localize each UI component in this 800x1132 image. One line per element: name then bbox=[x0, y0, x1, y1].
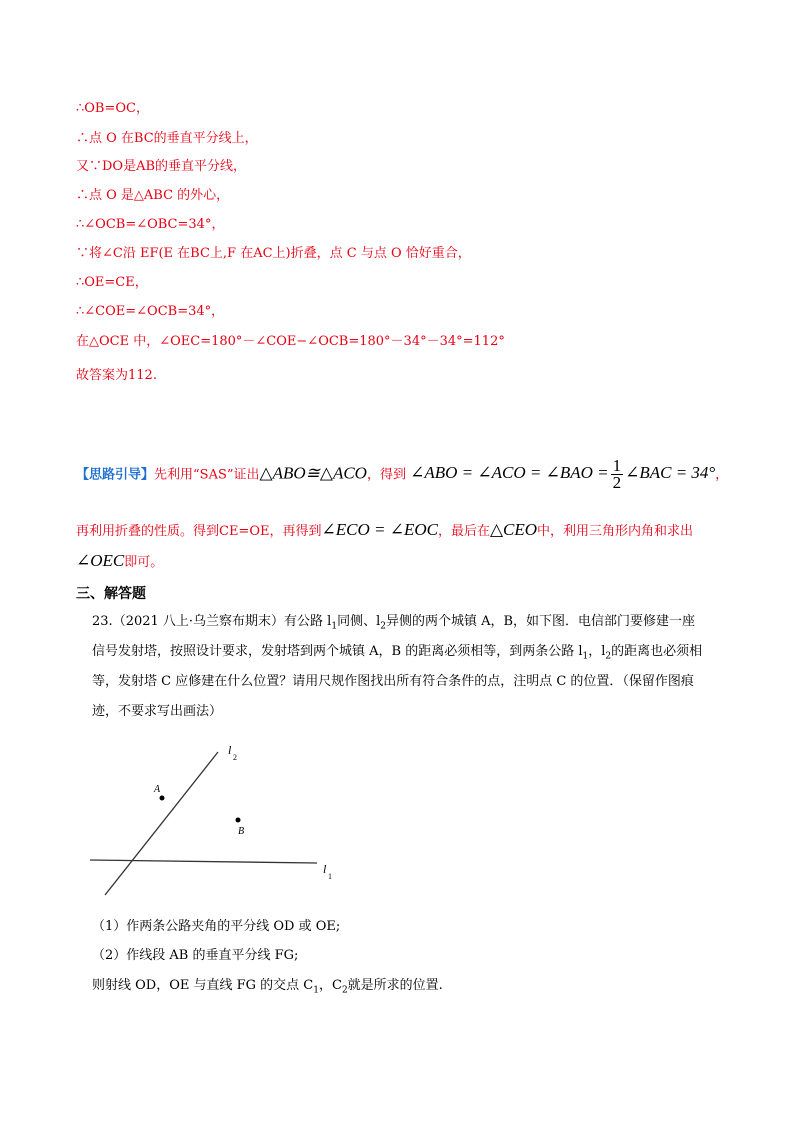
equal-angles-formula: ∠ECO = ∠EOC bbox=[321, 520, 438, 539]
solution-line: ∴点 O 是△ABC 的外心， bbox=[76, 188, 230, 203]
solution-line: ∴∠COE=∠OCB=34°， bbox=[76, 304, 225, 319]
problem-line-2 bbox=[92, 643, 702, 666]
problem-text: 信号发射塔，按照设计要求，发射塔到两个城镇 A，B 的距离必须相等，到两条公路 l bbox=[92, 644, 583, 659]
problem-text: 同侧、l bbox=[337, 614, 381, 629]
hint-tag: 【思路引导】 bbox=[76, 467, 155, 483]
answer-step: （2）作线段 AB 的垂直平分线 FG; bbox=[92, 948, 299, 963]
solution-line: ∴点 O 在BC的垂直平分线上， bbox=[76, 131, 258, 146]
problem-line-4: 迹，不要求写出画法） bbox=[92, 704, 223, 719]
fraction bbox=[611, 458, 624, 491]
problem-text: 的距离也必须相 bbox=[611, 644, 703, 659]
angle-formula bbox=[410, 456, 716, 492]
point-b bbox=[236, 818, 241, 823]
road-l2 bbox=[105, 752, 218, 895]
subscript: 1 bbox=[582, 651, 589, 662]
subscript: 2 bbox=[605, 651, 612, 662]
label-a: A bbox=[154, 784, 161, 795]
hint-text: 再利用折叠的性质。得到CE=OE，再得到 bbox=[76, 524, 322, 539]
target-angle-formula: ∠OEC bbox=[76, 551, 125, 570]
conclusion-text: ，C bbox=[318, 978, 342, 993]
solution-line: 故答案为112. bbox=[76, 368, 157, 383]
problem-source: （2021 八上·乌兰察布期末） bbox=[112, 614, 285, 629]
label-l1: l bbox=[323, 862, 327, 876]
conclusion-text: 则射线 OD，OE 与直线 FG 的交点 C bbox=[92, 978, 314, 993]
hint-comma: ， bbox=[715, 467, 729, 483]
label-l2-sub: 2 bbox=[233, 753, 237, 762]
triangle-formula: △CEO bbox=[489, 520, 538, 539]
problem-number: 23. bbox=[92, 614, 113, 629]
problem-line-3: 等，发射塔 C 应修建在什么位置？请用尺规作图找出所有符合条件的点，注明点 C 的位置．（保留作图痕 bbox=[92, 674, 694, 689]
hint-text: ，最后在 bbox=[437, 524, 490, 539]
section-title: 三、解答题 bbox=[76, 586, 146, 602]
solution-line: ∴OE=CE， bbox=[76, 275, 148, 290]
label-b: B bbox=[238, 826, 245, 837]
solution-line: ∴∠OCB=∠OBC=34°， bbox=[76, 217, 225, 232]
conclusion-line bbox=[92, 977, 443, 1000]
road-l1 bbox=[90, 860, 317, 863]
angle-equation-end: ∠BAC = 34° bbox=[625, 463, 716, 483]
answer-step: （1）作两条公路夹角的平分线 OD 或 OE; bbox=[92, 919, 341, 934]
conclusion-text: 就是所求的位置. bbox=[347, 978, 443, 993]
subscript: 1 bbox=[313, 985, 319, 996]
hint-line-1 bbox=[76, 458, 728, 491]
solution-line: 在△OCE 中，∠OEC=180°－∠COE−∠OCB=180°－34°－34°=112° bbox=[76, 334, 505, 349]
hint-line-3 bbox=[76, 552, 163, 572]
hint-text: 即可。 bbox=[124, 555, 164, 570]
geometry-figure bbox=[85, 740, 345, 900]
problem-text: ，l bbox=[588, 644, 606, 659]
subscript: 1 bbox=[331, 621, 338, 632]
label-l1-sub: 1 bbox=[328, 872, 332, 881]
hint-text: 先利用“SAS”证出 bbox=[154, 467, 260, 483]
solution-line: ∴OB=OC， bbox=[76, 101, 149, 116]
fraction-numerator: 1 bbox=[612, 456, 622, 475]
point-a bbox=[160, 796, 165, 801]
congruence-formula: △ABO≅△ACO bbox=[259, 463, 367, 483]
hint-text: 中，利用三角形内角和求出 bbox=[537, 524, 694, 539]
subscript: 2 bbox=[380, 621, 386, 632]
angle-equation: ∠ABO = ∠ACO = ∠BAO = bbox=[410, 463, 609, 483]
hint-line-2 bbox=[76, 521, 693, 541]
solution-line: ∵将∠C沿 EF(E 在BC上,F 在AC上)折叠，点 C 与点 O 恰好重合， bbox=[76, 246, 471, 261]
fraction-denominator: 2 bbox=[612, 473, 622, 492]
problem-text: 有公路 l bbox=[284, 614, 332, 629]
solution-line: 又∵DO是AB的垂直平分线， bbox=[76, 159, 247, 174]
label-l2: l bbox=[228, 743, 232, 757]
subscript: 2 bbox=[341, 985, 348, 996]
problem-text: 异侧的两个城镇 A，B，如下图．电信部门要修建一座 bbox=[385, 614, 696, 629]
hint-text: ，得到 bbox=[366, 467, 406, 483]
problem-line-1 bbox=[92, 613, 695, 636]
